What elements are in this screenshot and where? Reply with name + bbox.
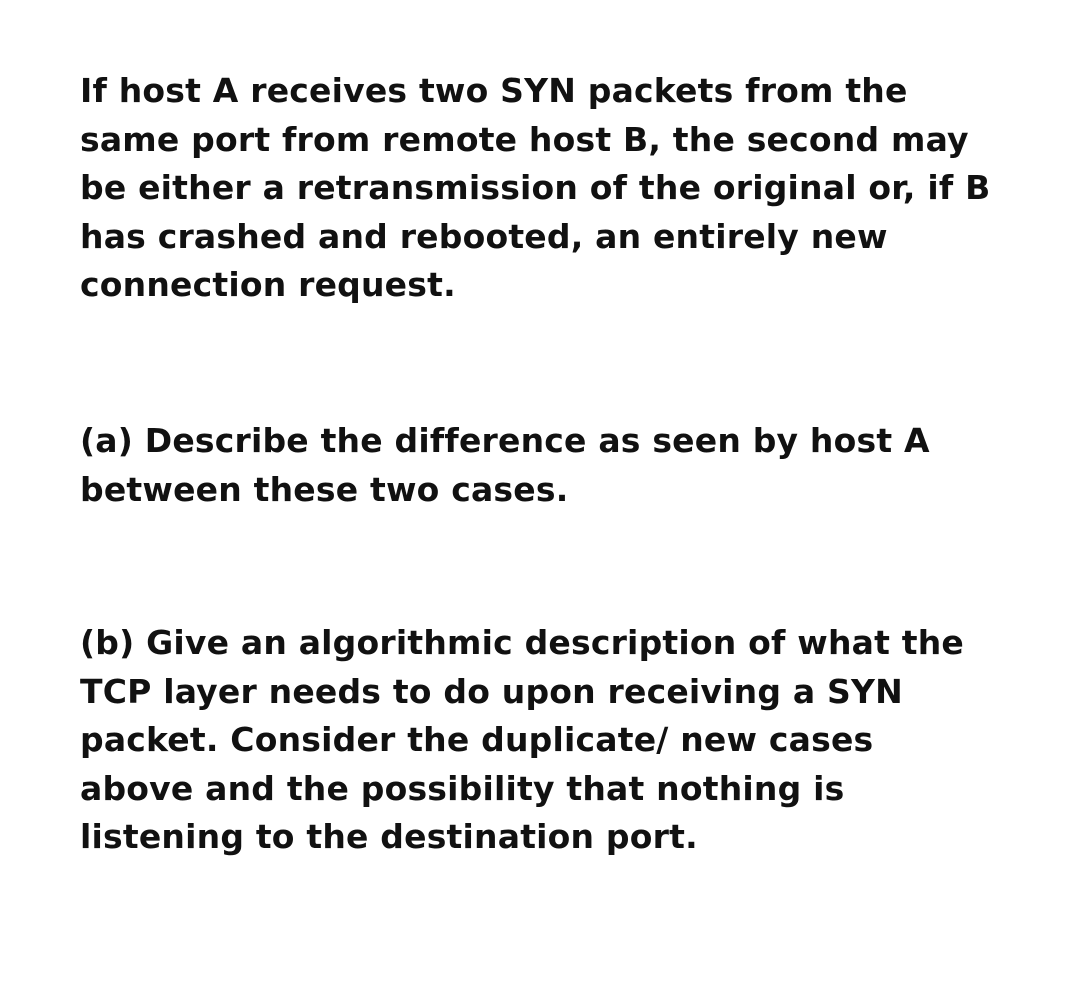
question-b-line: packet. Consider the duplicate/ new cases <box>80 720 874 760</box>
question-b-paragraph <box>80 619 964 862</box>
intro-line: connection request. <box>80 265 456 305</box>
intro-line: be either a retransmission of the original or, if B <box>80 168 991 208</box>
intro-line: If host A receives two SYN packets from the <box>80 71 908 110</box>
intro-line: same port from remote host B, the second may <box>80 119 969 159</box>
question-a-line: between these two cases. <box>80 469 569 509</box>
question-b-line: listening to the destination port. <box>80 817 698 857</box>
question-b-line: (b) Give an algorithmic description of what the <box>80 623 965 662</box>
intro-line: has crashed and rebooted, an entirely new <box>80 216 888 256</box>
question-b-line: TCP layer needs to do upon receiving a SYN <box>80 671 903 711</box>
question-a-paragraph <box>80 417 930 514</box>
intro-paragraph <box>80 67 990 310</box>
question-b-line: above and the possibility that nothing is <box>80 768 845 808</box>
question-a-line: (a) Describe the difference as seen by host A <box>80 421 930 460</box>
